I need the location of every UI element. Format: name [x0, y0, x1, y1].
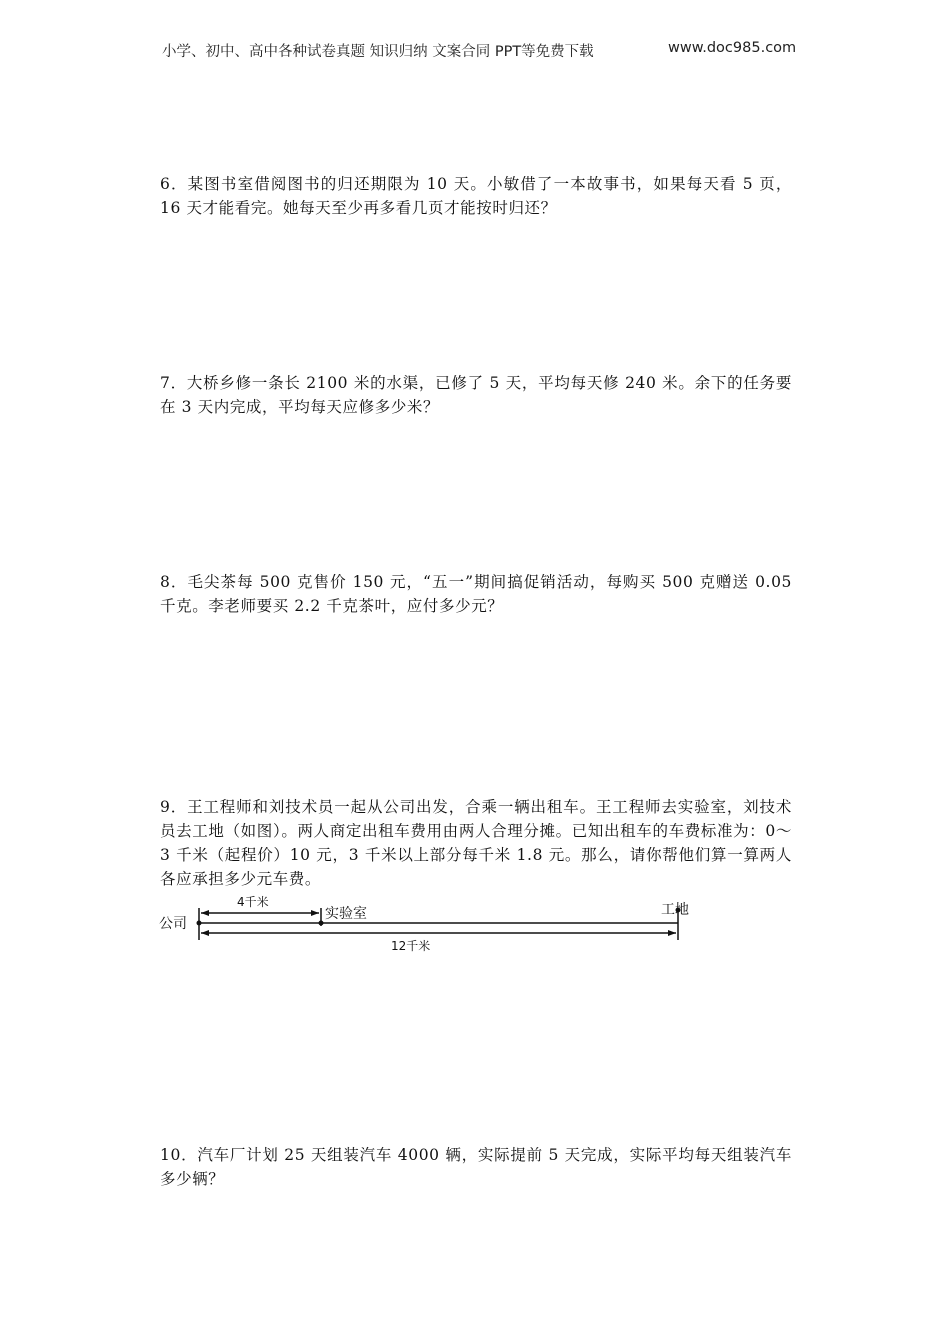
header-url[interactable]: www.doc985.com: [668, 40, 797, 56]
label-end: 工地: [661, 902, 689, 918]
question-7: 7．大桥乡修一条长 2100 米的水渠，已修了 5 天，平均每天修 240 米。余下的任务要在 3 天内完成，平均每天应修多少米？: [160, 374, 792, 416]
label-start: 公司: [159, 916, 187, 932]
label-mid: 实验室: [325, 906, 367, 922]
question-6: 6．某图书室借阅图书的归还期限为 10 天。小敏借了一本故事书，如果每天看 5 页，16 天才能看完。她每天至少再多看几页才能按时归还？: [160, 175, 792, 217]
page-header: [162, 40, 802, 61]
question-8: 8．毛尖茶每 500 克售价 150 元，“五一”期间搞促销活动，每购买 500 克赠送 0.05 千克。李老师要买 2.2 千克茶叶，应付多少元？: [160, 573, 792, 615]
mid-dot: [319, 921, 324, 926]
question-9: 9．王工程师和刘技术员一起从公司出发，合乘一辆出租车。王工程师去实验室，刘技术员去工地（如图）。两人商定出租车费用由两人合理分摊。已知出租车的车费标准为：0～3 千米（起程价）10 元，3 千米以上部分每千米 1.8 元。那么，请你帮他们算一算两人各应承担多少元车费。: [160, 798, 792, 888]
start-dot: [197, 921, 202, 926]
label-segment1: 4千米: [237, 895, 269, 909]
question-10: 10．汽车厂计划 25 天组装汽车 4000 辆，实际提前 5 天完成，实际平均每天组装汽车多少辆？: [160, 1146, 792, 1188]
label-total: 12千米: [391, 939, 431, 953]
header-text: 小学、初中、高中各种试卷真题 知识归纳 文案合同 PPT等免费下载: [162, 44, 594, 60]
distance-diagram: [155, 892, 715, 958]
